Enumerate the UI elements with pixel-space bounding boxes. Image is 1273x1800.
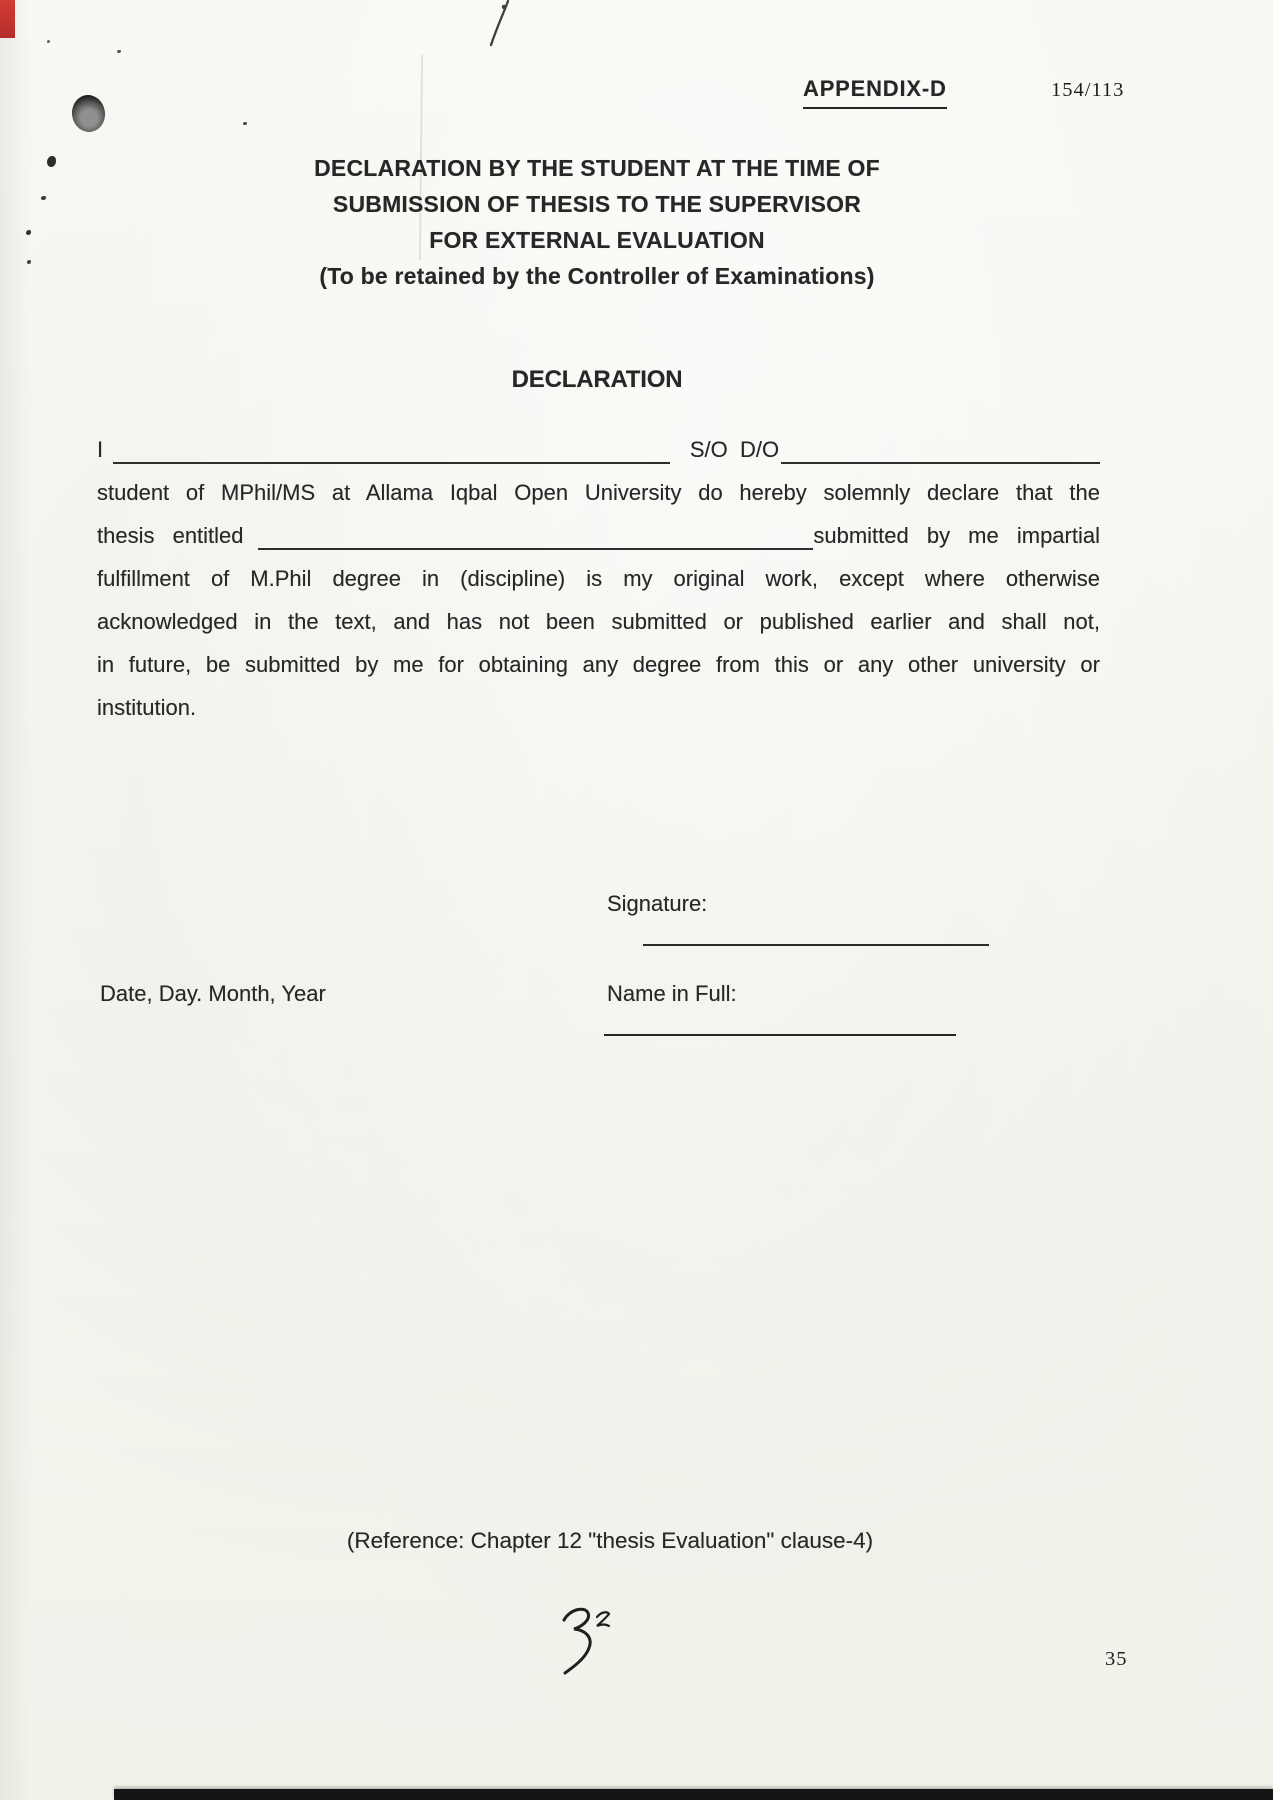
ink-speck bbox=[47, 156, 56, 167]
pen-stroke-mark bbox=[478, 0, 523, 48]
body-line-5: in future, be submitted by me for obtaining any degree from this or any other university or bbox=[97, 652, 1100, 677]
ink-speck bbox=[26, 230, 31, 235]
signature-label: Signature: bbox=[607, 891, 708, 916]
page-number: 35 bbox=[1105, 1648, 1128, 1670]
title-line-2: SUBMISSION OF THESIS TO THE SUPERVISOR bbox=[332, 191, 862, 217]
date-label: Date, Day. Month, Year bbox=[100, 981, 326, 1006]
blank-line-parentage bbox=[781, 462, 1100, 464]
ink-speck bbox=[243, 122, 247, 125]
title-line-1: DECLARATION BY THE STUDENT AT THE TIME OF bbox=[314, 155, 880, 181]
appendix-label: APPENDIX-D bbox=[803, 76, 947, 109]
declaration-heading: DECLARATION bbox=[511, 366, 683, 393]
name-in-full-label: Name in Full: bbox=[607, 981, 737, 1006]
body-line-4: acknowledged in the text, and has not been submitted or published earlier and shall not, bbox=[97, 609, 1100, 634]
ink-speck bbox=[117, 50, 121, 53]
declaration-paragraph bbox=[97, 428, 1100, 729]
name-blank-line bbox=[604, 1011, 956, 1036]
body-line-6: institution. bbox=[97, 695, 197, 720]
red-edge-mark bbox=[0, 0, 15, 38]
document-title bbox=[97, 150, 1097, 294]
reference-note: (Reference: Chapter 12 "thesis Evaluation" clause-4) bbox=[346, 1528, 874, 1553]
submitted-by-me-label: submitted by me impartial bbox=[813, 523, 1100, 548]
form-line-thesis-title bbox=[97, 514, 1100, 557]
doc-number: 154/113 bbox=[1051, 79, 1125, 101]
hole-punch-mark bbox=[70, 93, 108, 134]
form-line-identity bbox=[97, 428, 1100, 471]
title-line-3: FOR EXTERNAL EVALUATION bbox=[429, 227, 765, 253]
ink-speck bbox=[41, 196, 46, 200]
sodo-label: S/O D/O bbox=[689, 437, 780, 462]
body-line-1: student of MPhil/MS at Allama Iqbal Open University do hereby solemnly declare that the bbox=[97, 480, 1100, 505]
identity-prefix: I bbox=[97, 437, 104, 462]
scan-edge-bar bbox=[114, 1789, 1273, 1800]
ink-speck bbox=[27, 260, 31, 264]
handwritten-mark bbox=[552, 1602, 632, 1682]
blank-line-student-name bbox=[113, 462, 670, 464]
blank-line-thesis-title bbox=[258, 548, 814, 550]
body-line-3: fulfillment of M.Phil degree in (discipline) is my original work, except where otherwise bbox=[97, 566, 1100, 591]
thesis-entitled-label: thesis entitled bbox=[97, 523, 244, 548]
ink-speck bbox=[47, 40, 50, 43]
signature-blank-line bbox=[643, 920, 989, 946]
title-line-4: (To be retained by the Controller of Examinations) bbox=[319, 263, 875, 289]
